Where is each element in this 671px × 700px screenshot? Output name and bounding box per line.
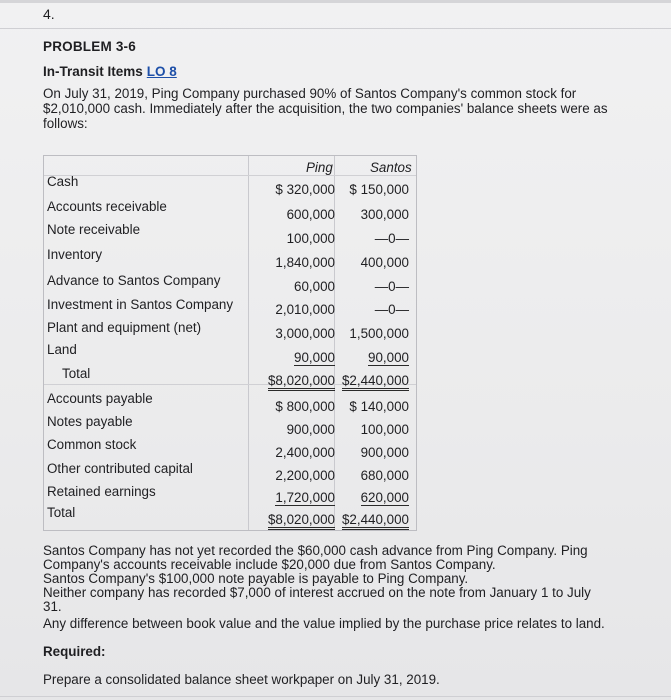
ping-plant-equipment: 3,000,000 <box>275 326 335 341</box>
santos-total-assets-value: $2,440,000 <box>342 373 409 391</box>
santos-investment: —0— <box>374 302 409 317</box>
ping-note-receivable: 100,000 <box>286 231 335 246</box>
instruction-text: Prepare a consolidated balance sheet workpaper on July 31, 2019. <box>43 672 440 687</box>
note-line: Company's accounts receivable include $20,000 due from Santos Company. <box>43 557 496 572</box>
ping-inventory: 1,840,000 <box>275 255 335 270</box>
lo-link[interactable]: LO 8 <box>146 64 177 79</box>
note-line: Neither company has recorded $7,000 of interest accrued on the note from January 1 to July <box>43 585 591 600</box>
santos-inventory: 400,000 <box>360 255 409 270</box>
header-ping: Ping <box>306 160 333 175</box>
row-label-land: Land <box>47 342 77 357</box>
santos-retained-earnings-value: 620,000 <box>360 490 409 505</box>
ping-common-stock: 2,400,000 <box>275 445 335 460</box>
row-label-note-receivable: Note receivable <box>47 222 141 237</box>
intro-line: $2,010,000 cash. Immediately after the acquisition, the two companies' balance sheets were as <box>43 101 608 116</box>
row-label-notes-payable: Notes payable <box>47 414 133 429</box>
required-label: Required: <box>43 644 106 659</box>
note-line: Any difference between book value and the value implied by the purchase price relates to land. <box>43 616 605 631</box>
ping-cash: $ 320,000 <box>275 182 335 197</box>
row-label-other-contributed-capital: Other contributed capital <box>47 461 193 476</box>
santos-accounts-receivable: 300,000 <box>360 207 409 222</box>
note-line: 31. <box>43 599 62 614</box>
problem-subtitle <box>43 64 177 79</box>
ping-total-assets <box>249 373 335 388</box>
intro-paragraph <box>43 86 643 131</box>
ping-other-contributed-capital: 2,200,000 <box>275 468 335 483</box>
header-santos: Santos <box>370 160 412 175</box>
row-label-accounts-payable: Accounts payable <box>47 391 153 406</box>
row-label-cash: Cash <box>47 174 79 189</box>
row-label-advance: Advance to Santos Company <box>47 273 221 288</box>
santos-cash: $ 150,000 <box>349 182 409 197</box>
row-label-accounts-receivable: Accounts receivable <box>47 199 167 214</box>
row-label-retained-earnings: Retained earnings <box>47 484 156 499</box>
santos-common-stock: 900,000 <box>360 445 409 460</box>
ping-land-value: 90,000 <box>294 350 335 365</box>
ping-investment: 2,010,000 <box>275 302 335 317</box>
santos-other-contributed-capital: 680,000 <box>360 468 409 483</box>
row-label-investment: Investment in Santos Company <box>47 297 234 312</box>
row-label-inventory: Inventory <box>47 247 103 262</box>
santos-total-liabilities-equity <box>335 512 409 527</box>
ping-land <box>249 350 335 365</box>
row-label-total-liabilities-equity: Total <box>47 505 76 520</box>
ping-total-assets-value: $8,020,000 <box>268 373 335 391</box>
note-line: Santos Company's $100,000 note payable is payable to Ping Company. <box>43 571 469 586</box>
ping-retained-earnings-value: 1,720,000 <box>275 490 335 505</box>
ping-advance: 60,000 <box>294 279 335 294</box>
problem-number: 4. <box>43 6 55 22</box>
santos-notes-payable: 100,000 <box>360 422 409 437</box>
santos-land-value: 90,000 <box>368 350 409 365</box>
ping-notes-payable: 900,000 <box>286 422 335 437</box>
problem-title: PROBLEM 3-6 <box>43 39 136 54</box>
row-label-total-assets: Total <box>62 366 91 381</box>
ping-accounts-receivable: 600,000 <box>286 207 335 222</box>
subtitle-text: In-Transit Items <box>43 64 143 79</box>
santos-retained-earnings <box>335 490 409 505</box>
divider <box>0 28 671 29</box>
santos-note-receivable: —0— <box>374 231 409 246</box>
santos-accounts-payable: $ 140,000 <box>349 399 409 414</box>
santos-total-assets <box>335 373 409 388</box>
balance-sheet-table <box>43 155 417 531</box>
ping-accounts-payable: $ 800,000 <box>275 399 335 414</box>
santos-advance: —0— <box>374 279 409 294</box>
bottom-divider <box>0 696 671 697</box>
santos-land <box>335 350 409 365</box>
santos-total-liabilities-equity-value: $2,440,000 <box>342 512 409 530</box>
ping-total-liabilities-equity <box>249 512 335 527</box>
intro-line: On July 31, 2019, Ping Company purchased 90% of Santos Company's common stock for <box>43 86 577 101</box>
note-line: Santos Company has not yet recorded the $60,000 cash advance from Ping Company. Ping <box>43 543 588 558</box>
row-divider <box>44 175 416 176</box>
santos-plant-equipment: 1,500,000 <box>349 326 409 341</box>
top-border <box>0 0 671 3</box>
row-label-common-stock: Common stock <box>47 437 137 452</box>
ping-retained-earnings <box>249 490 335 505</box>
intro-line: follows: <box>43 116 88 131</box>
row-label-plant-equipment: Plant and equipment (net) <box>47 320 202 335</box>
notes-paragraph <box>43 544 643 631</box>
ping-total-liabilities-equity-value: $8,020,000 <box>268 512 335 530</box>
